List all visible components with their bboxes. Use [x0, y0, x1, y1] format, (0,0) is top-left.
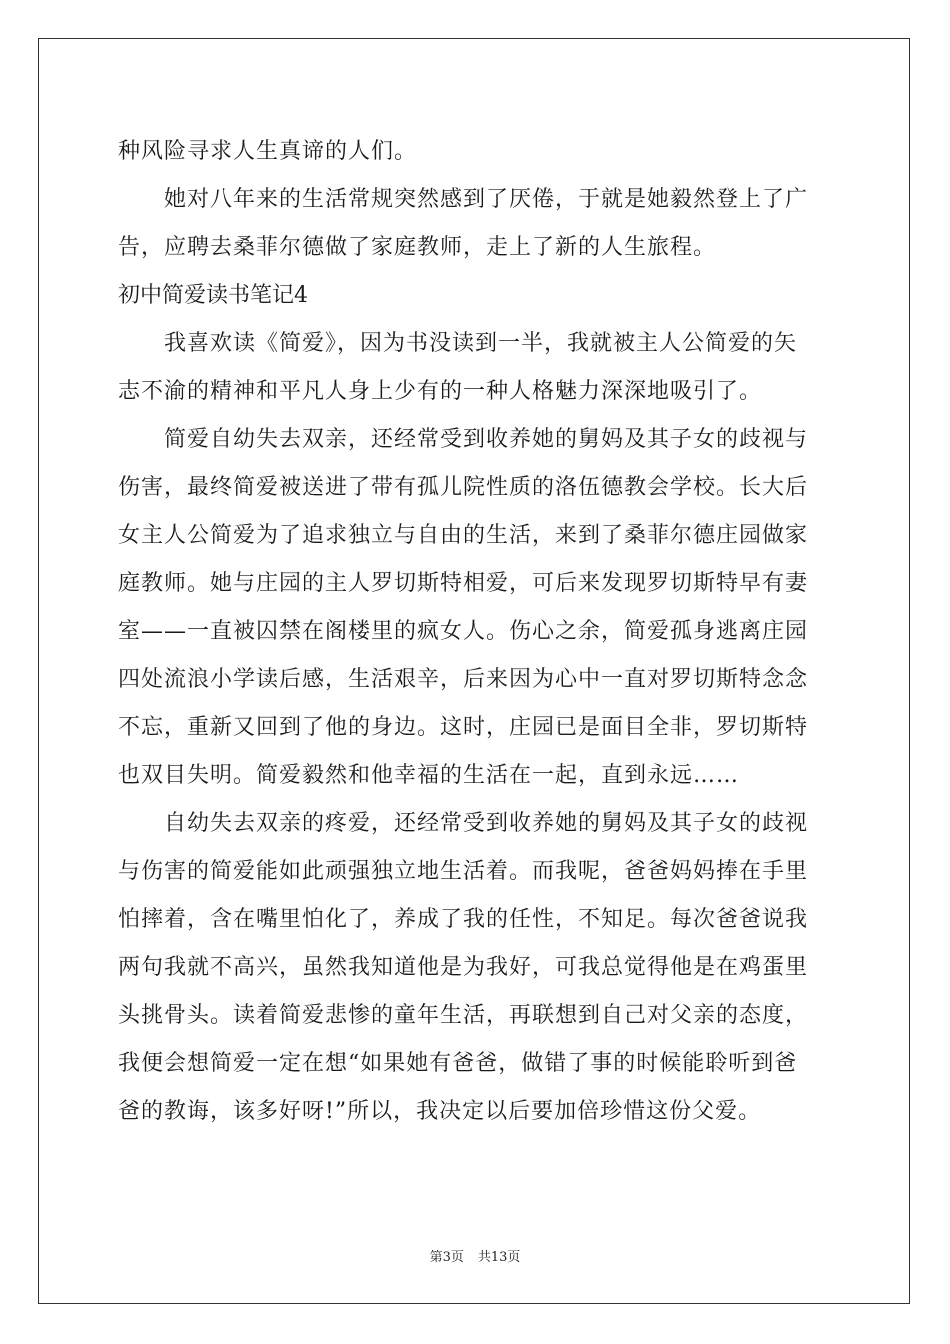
paragraph-line: 女主人公简爱为了追求独立与自由的生活，来到了桑菲尔德庄园做家: [118, 523, 809, 548]
page-total: 共13页: [477, 1250, 521, 1265]
paragraph-line: 我喜欢读《简爱》，因为书没读到一半，我就被主人公简爱的矢: [164, 331, 798, 356]
paragraph-line: 怕摔着，含在嘴里怕化了，养成了我的任性，不知足。每次爸爸说我: [118, 907, 809, 932]
paragraph-line: 四处流浪小学读后感，生活艰辛，后来因为心中一直对罗切斯特念念: [118, 667, 809, 692]
paragraph-line: 伤害，最终简爱被送进了带有孤儿院性质的洛伍德教会学校。长大后: [118, 475, 809, 500]
paragraph-line: 庭教师。她与庄园的主人罗切斯特相爱，可后来发现罗切斯特早有妻: [118, 571, 809, 596]
paragraph-line: 她对八年来的生活常规突然感到了厌倦，于就是她毅然登上了广: [164, 187, 809, 212]
paragraph-line: 爸的教诲，该多好呀!”所以，我决定以后要加倍珍惜这份父爱。: [118, 1099, 762, 1124]
paragraph-line: 种风险寻求人生真谛的人们。: [118, 139, 418, 164]
paragraph-line: 志不渝的精神和平凡人身上少有的一种人格魅力深深地吸引了。: [118, 379, 763, 404]
paragraph-line: 简爱自幼失去双亲，还经常受到收养她的舅妈及其子女的歧视与: [164, 427, 809, 452]
page-number: 第3页: [429, 1250, 464, 1265]
paragraph-line: 室——一直被囚禁在阁楼里的疯女人。伤心之余，简爱孤身逃离庄园: [118, 619, 809, 644]
page-footer: [0, 1246, 950, 1265]
paragraph-line: 不忘，重新又回到了他的身边。这时，庄园已是面目全非，罗切斯特: [118, 715, 809, 740]
paragraph-line: 两句我就不高兴，虽然我知道他是为我好，可我总觉得他是在鸡蛋里: [118, 955, 809, 980]
paragraph-line: 告，应聘去桑菲尔德做了家庭教师，走上了新的人生旅程。: [118, 235, 717, 260]
paragraph-line: 与伤害的简爱能如此顽强独立地生活着。而我呢，爸爸妈妈捧在手里: [118, 859, 809, 884]
document-body: [118, 128, 833, 1136]
section-heading: 初中简爱读书笔记4: [118, 283, 308, 308]
paragraph-line: 自幼失去双亲的疼爱，还经常受到收养她的舅妈及其子女的歧视: [164, 811, 809, 836]
paragraph-line: 也双目失明。简爱毅然和他幸福的生活在一起，直到永远……: [118, 763, 740, 788]
paragraph-line: 我便会想简爱一定在想“如果她有爸爸，做错了事的时候能聆听到爸: [118, 1051, 798, 1076]
paragraph-line: 头挑骨头。读着简爱悲惨的童年生活，再联想到自己对父亲的态度，: [118, 1003, 809, 1028]
